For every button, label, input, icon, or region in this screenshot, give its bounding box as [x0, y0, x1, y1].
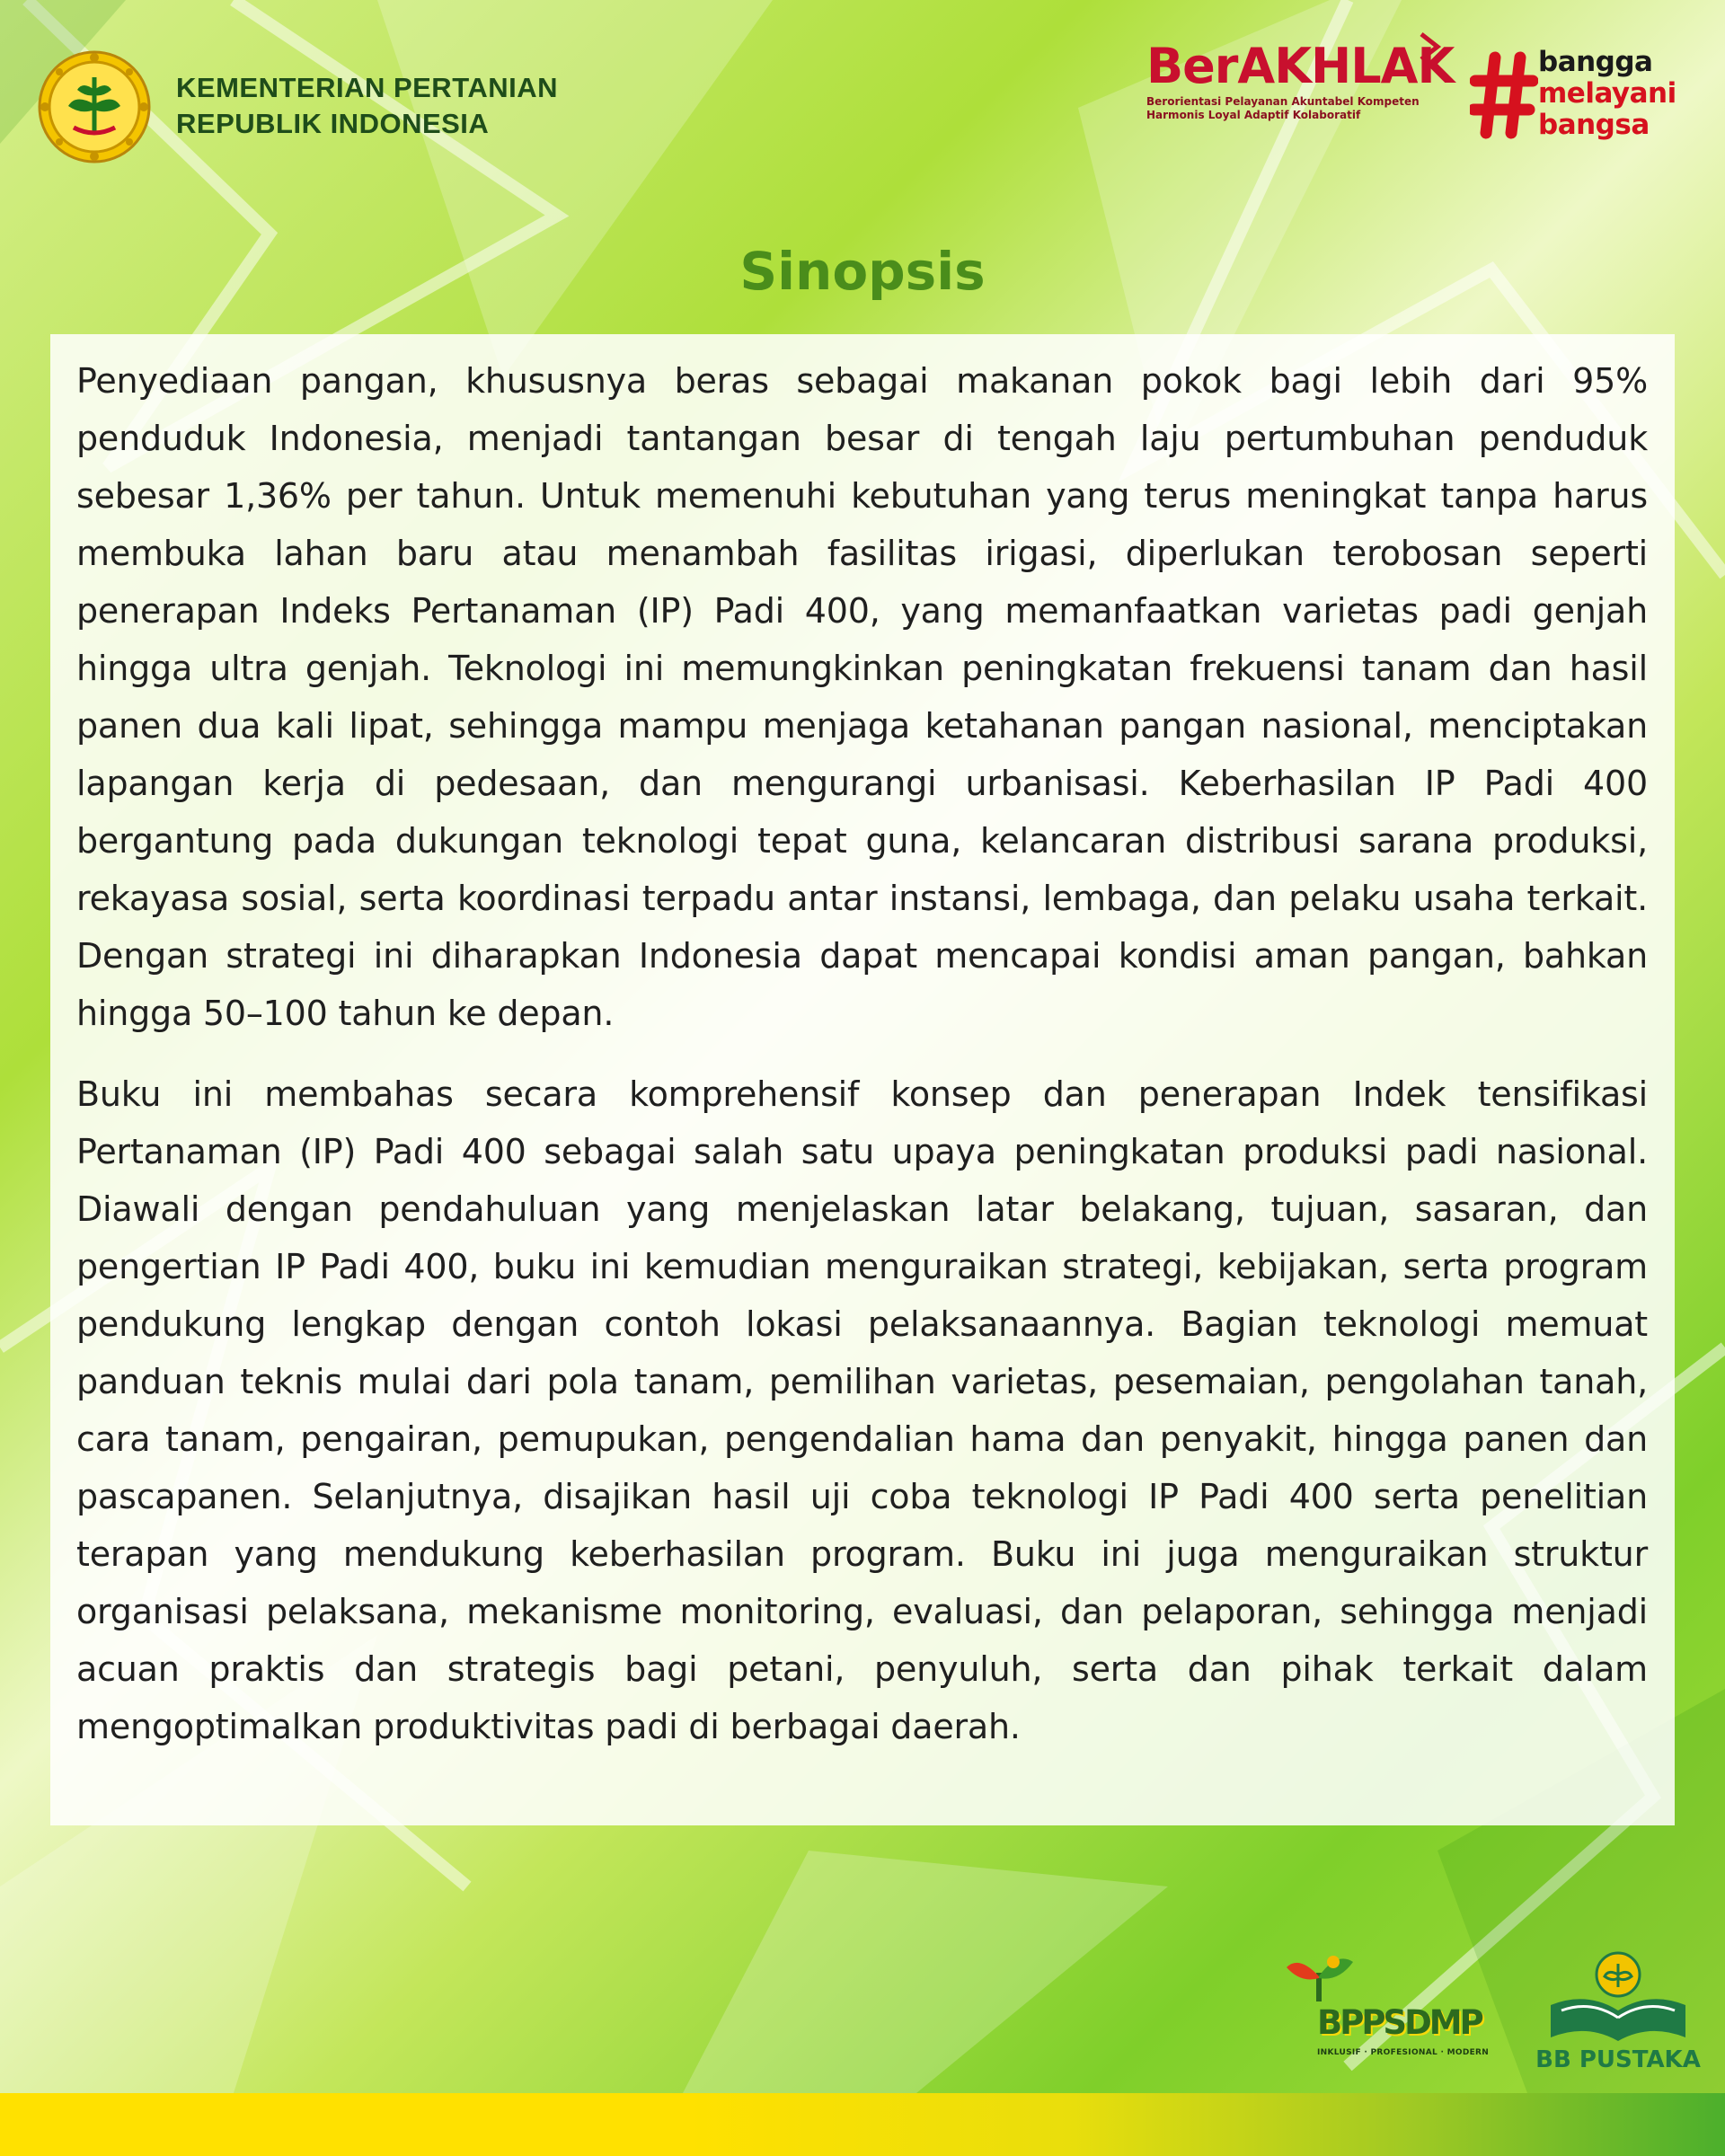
bppsdmp-tagline: INKLUSIF · PROFESIONAL · MODERN [1317, 2048, 1490, 2057]
bppsdmp-logo [1281, 1948, 1524, 2082]
open-book-icon [1542, 1948, 1694, 2046]
chevron-right-icon [1416, 31, 1443, 63]
header [0, 0, 1725, 216]
synopsis-panel [50, 334, 1675, 1825]
bangsa-word: bangsa [1538, 109, 1650, 141]
page-title: Sinopsis [739, 241, 986, 302]
synopsis-paragraph-1: Penyediaan pangan, khususnya beras sebagai makanan pokok bagi lebih dari 95% penduduk Indonesia, menjadi tantangan besar di tengah laju pertumbuhan penduduk sebesar 1,36% per tahun. Untuk memenuhi kebutuhan yang terus meningkat tanpa harus membuka lahan baru atau menambah fasilitas irigasi, diperlukan terobosan seperti penerapan Indeks Pertanaman (IP) Padi 400, yang memanfaatkan varietas padi genjah hingga ultra genjah. Teknologi ini memungkinkan peningkatan frekuensi tanam dan hasil panen dua kali lipat, sehingga mampu menjaga ketahanan pangan nasional, menciptakan lapangan kerja di pedesaan, dan mengurangi urbanisasi. Keberhasilan IP Padi 400 bergantung pada dukungan teknologi tepat guna, kelancaran distribusi sarana produksi, rekayasa sosial, serta koordinasi terpadu antar instansi, lembaga, dan pelaku usaha terkait. Dengan strategi ini diharapkan Indonesia dapat mencapai kondisi aman pangan, bahkan hingga 50–100 tahun ke depan. [76, 361, 1648, 1033]
hashtag-icon [1470, 50, 1538, 140]
bottom-color-strip [0, 2093, 1725, 2156]
bangga-melayani-bangsa-logo [1470, 47, 1685, 146]
ministry-name-line1: KEMENTERIAN PERTANIAN [176, 72, 558, 103]
footer-logos [1281, 1948, 1703, 2082]
bbpustaka-name: BB PUSTAKA [1535, 2046, 1701, 2073]
ministry-name-line2: REPUBLIK INDONESIA [176, 108, 490, 139]
berakhlak-tagline-1: Berorientasi Pelayanan Akuntabel Kompeten [1146, 95, 1420, 108]
sprout-icon [1283, 1949, 1355, 2003]
melayani-word: melayani [1538, 77, 1676, 110]
synopsis-paragraph-2: Buku ini membahas secara komprehensif konsep dan penerapan Indek tensifikasi Pertanaman (IP) Padi 400 sebagai salah satu upaya peningkatan produksi padi nasional. Diawali dengan pendahuluan yang menjelaskan latar belakang, tujuan, sasaran, dan pengertian IP Padi 400, buku ini kemudian menguraikan strategi, kebijakan, serta program pendukung lengkap dengan contoh lokasi pelaksanaannya. Bagian teknologi memuat panduan teknis mulai dari pola tanam, pemilihan varietas, pesemaian, pengolahan tanah, cara tanam, pengairan, pemupukan, pengendalian hama dan penyakit, hingga panen dan pascapanen. Selanjutnya, disajikan hasil uji coba teknologi IP Padi 400 serta penelitian terapan yang mendukung keberhasilan program. Buku ini juga menguraikan struktur organisasi pelaksana, mekanisme monitoring, evaluasi, dan pelaporan, sehingga menjadi acuan praktis dan strategis bagi petani, penyuluh, serta dan pihak terkait dalam mengoptimalkan produktivitas padi di berbagai daerah. [76, 1074, 1648, 1746]
kementan-logo [38, 50, 151, 163]
berakhlak-tagline-2: Harmonis Loyal Adaptif Kolaboratif [1146, 109, 1361, 121]
bbpustaka-logo [1533, 1948, 1703, 2082]
berakhlak-logo [1146, 38, 1455, 122]
berakhlak-title: BerAKHLAK [1146, 38, 1455, 94]
bangga-word: bangga [1538, 46, 1653, 78]
bppsdmp-name: BPPSDMP [1317, 2003, 1482, 2042]
ministry-name [176, 70, 558, 142]
